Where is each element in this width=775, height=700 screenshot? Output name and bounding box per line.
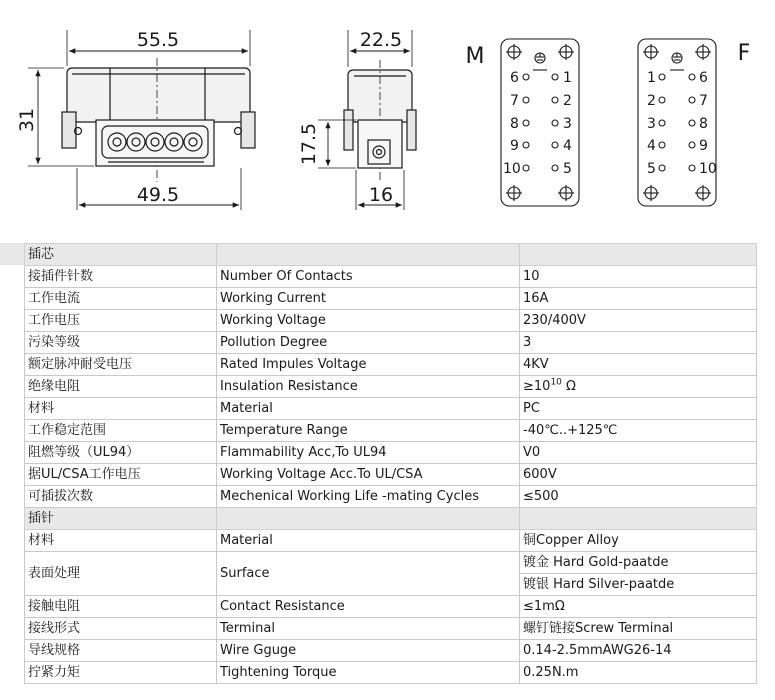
param-en: Tightening Torque: [217, 662, 520, 684]
table-row: [25, 376, 757, 398]
table-row: [25, 288, 757, 310]
dim-front-base-width: 49.5: [136, 184, 180, 206]
param-zh: 可插拔次数: [25, 486, 217, 508]
param-value: 0.25N.m: [520, 662, 757, 684]
dim-side-base-width: 16: [368, 184, 394, 206]
param-value: 螺钉链接Screw Terminal: [520, 618, 757, 640]
pin-number: 9: [699, 138, 708, 154]
dim-front-height: 31: [16, 107, 38, 133]
param-en: Working Voltage Acc.To UL/CSA: [217, 464, 520, 486]
table-row: [25, 596, 757, 618]
value-unit: Ω: [561, 378, 576, 394]
param-en: Insulation Resistance: [217, 376, 520, 398]
param-en: Working Current: [217, 288, 520, 310]
param-en: Material: [217, 398, 520, 420]
table-row: [25, 552, 757, 574]
dim-side-height: 17.5: [298, 122, 320, 166]
table-row: [25, 486, 757, 508]
male-label: M: [465, 44, 485, 69]
param-en: Mechenical Working Life -mating Cycles: [217, 486, 520, 508]
param-zh: 工作稳定范围: [25, 420, 217, 442]
pin-number: 9: [510, 138, 519, 154]
param-zh: 阻燃等级（UL94）: [25, 442, 217, 464]
table-row: [25, 442, 757, 464]
param-en: Material: [217, 530, 520, 552]
table-row: [25, 354, 757, 376]
pin-number: 5: [563, 161, 572, 177]
param-zh: 材料: [25, 530, 217, 552]
param-value: 镀金 Hard Gold-paatde: [520, 552, 757, 574]
param-zh: 材料: [25, 398, 217, 420]
table-row: [25, 332, 757, 354]
pin-number: 5: [647, 161, 656, 177]
param-en: Wire Gguge: [217, 640, 520, 662]
param-en: Temperature Range: [217, 420, 520, 442]
table-row: [25, 464, 757, 486]
param-value: 镀银 Hard Silver-paatde: [520, 574, 757, 596]
dim-front-width: 55.5: [136, 29, 180, 51]
param-zh: 接触电阻: [25, 596, 217, 618]
param-zh: 额定脉冲耐受电压: [25, 354, 217, 376]
param-value: V0: [520, 442, 757, 464]
table-row: [25, 530, 757, 552]
param-zh: 据UL/CSA工作电压: [25, 464, 217, 486]
pin-number: 7: [510, 93, 519, 109]
pin-number: 1: [563, 70, 572, 86]
param-zh: 污染等级: [25, 332, 217, 354]
pin-number: 6: [510, 70, 519, 86]
spec-table: [24, 243, 757, 684]
pin-number: 10: [503, 161, 521, 177]
param-value: ≤1mΩ: [520, 596, 757, 618]
param-zh: 接线形式: [25, 618, 217, 640]
pin-number: 3: [563, 116, 572, 132]
pin-number: 2: [563, 93, 572, 109]
param-en: Number Of Contacts: [217, 266, 520, 288]
section-title: 插芯: [25, 244, 217, 266]
technical-drawing: [0, 0, 775, 243]
param-value: 4KV: [520, 354, 757, 376]
param-zh: 工作电流: [25, 288, 217, 310]
param-value: ≤500: [520, 486, 757, 508]
section-header-pin: [25, 508, 757, 530]
param-value: 10: [520, 266, 757, 288]
table-row: [25, 640, 757, 662]
value-base: ≥10: [523, 378, 551, 394]
param-en: Working Voltage: [217, 310, 520, 332]
pin-number: 2: [647, 93, 656, 109]
param-en: Terminal: [217, 618, 520, 640]
pin-number: 7: [699, 93, 708, 109]
param-en: Contact Resistance: [217, 596, 520, 618]
param-value: 230/400V: [520, 310, 757, 332]
drawing-canvas: [0, 0, 775, 243]
pin-number: 6: [699, 70, 708, 86]
param-zh: 导线规格: [25, 640, 217, 662]
table-row: [25, 398, 757, 420]
param-value: 0.14-2.5mmAWG26-14: [520, 640, 757, 662]
female-label: F: [737, 41, 751, 66]
param-value: -40℃..+125℃: [520, 420, 757, 442]
table-row: [25, 420, 757, 442]
section-en: [217, 244, 520, 266]
dim-side-width: 22.5: [359, 29, 403, 51]
pin-number: 4: [563, 138, 572, 154]
param-value: [520, 376, 757, 398]
param-value: 600V: [520, 464, 757, 486]
table-row: [25, 618, 757, 640]
param-zh: 拧紧力矩: [25, 662, 217, 684]
param-en: Surface: [217, 552, 520, 596]
pin-number: 3: [647, 116, 656, 132]
section-title: 插针: [25, 508, 217, 530]
param-value: PC: [520, 398, 757, 420]
param-zh: 表面处理: [25, 552, 217, 596]
pin-number: 10: [699, 161, 717, 177]
param-en: Rated Impules Voltage: [217, 354, 520, 376]
param-value: 16A: [520, 288, 757, 310]
param-en: Flammability Acc,To UL94: [217, 442, 520, 464]
pin-number: 8: [510, 116, 519, 132]
param-value: 铜Copper Alloy: [520, 530, 757, 552]
front-view: [28, 30, 255, 210]
table-row: [25, 266, 757, 288]
param-value: 3: [520, 332, 757, 354]
section-band: [0, 243, 24, 265]
pin-number: 8: [699, 116, 708, 132]
table-row: [25, 310, 757, 332]
value-exponent: 10: [550, 377, 562, 388]
table-row: [25, 662, 757, 684]
param-en: Pollution Degree: [217, 332, 520, 354]
param-zh: 工作电压: [25, 310, 217, 332]
pin-number: 4: [647, 138, 656, 154]
param-zh: 绝缘电阻: [25, 376, 217, 398]
section-header-insert: [25, 244, 757, 266]
section-value: [520, 244, 757, 266]
param-zh: 接插件针数: [25, 266, 217, 288]
section-en: [217, 508, 520, 530]
pin-number: 1: [647, 70, 656, 86]
section-value: [520, 508, 757, 530]
side-view: [318, 30, 416, 210]
